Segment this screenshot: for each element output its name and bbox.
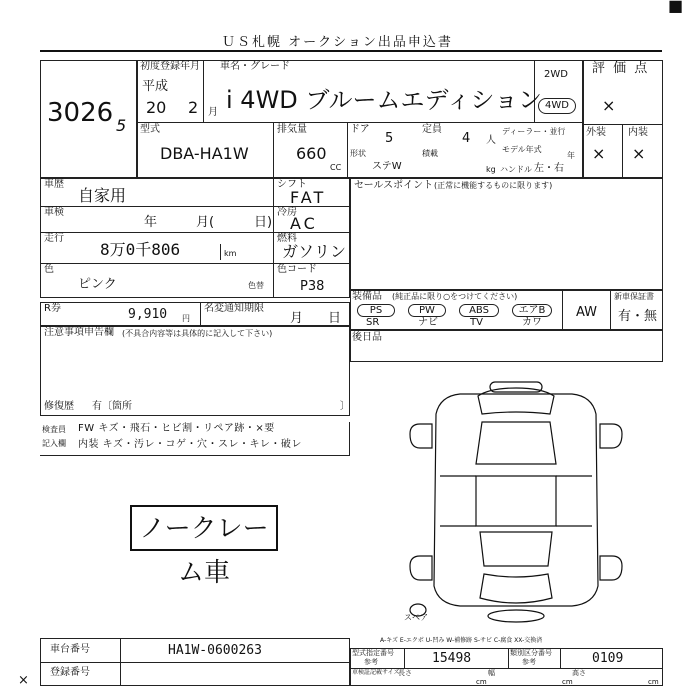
aftermarket-label: 後日品 [352,332,382,343]
mileage-value: 8万0千806 [100,240,181,259]
equip-aw: AW [576,305,598,320]
car-damage-diagram [400,376,632,624]
paint-change-label: 色替 [248,281,264,290]
mileage-unit: km [224,249,237,258]
length-unit: cm [476,678,487,686]
notes-sub: (不具合内容等は具体的に記入して下さい) [122,329,273,338]
size-length: 長さ [398,669,412,677]
equipment-label: 装備品 [352,291,382,302]
sales-point-label: セールスポイント [354,180,434,191]
grid-rule [560,648,561,668]
inspector-label-2: 記入欄 [42,439,66,448]
grid-rule [40,662,350,663]
color-label: 色 [44,264,54,275]
drive-4wd: 4WD [538,98,576,114]
history-label: 車歴 [44,179,64,190]
fuel-label: 燃料 [277,233,297,244]
size-label: 車検証記載サイズ [352,669,400,676]
sales-point-note: (正常に機能するものに限ります) [434,181,553,190]
equip-leather: カワ [522,317,542,328]
top-rule [40,50,662,52]
size-width: 幅 [488,669,495,677]
registration-era: 平成 [142,79,169,94]
shift-label: シフト [277,179,307,190]
displacement-label: 排気量 [277,124,307,135]
inspection-month: 月( [196,215,215,230]
dealer-label: ディーラー・並行 [502,127,566,136]
registration-month-unit: 月 [208,107,218,118]
shape-label: 形状 [350,149,366,158]
inspection-year: 年 [144,215,158,230]
grid-rule [200,302,201,326]
ac-value: AC [290,214,318,233]
grid-rule [508,648,509,668]
equip-airbag: エアB [512,304,552,317]
equip-tv: TV [470,317,483,328]
inspector-label-1: 検査員 [42,425,66,434]
evaluation-mark: × [602,96,616,115]
capacity-label: 定員 [422,124,442,135]
grid-rule [347,122,348,178]
plate-label: 登録番号 [50,667,90,678]
stray-mark: × [18,673,29,688]
lot-suffix: 5 [116,116,127,135]
repair-label: 修復歴 [44,401,74,412]
notice-label: 名変通知期限 [204,303,264,314]
color-code-value: P38 [300,279,325,294]
ac-label: 冷房 [277,207,297,218]
class-label: 類別区分番号 [510,649,552,657]
grid-rule [137,122,583,123]
notice-month: 月 [290,311,304,326]
model-year-unit: 年 [567,151,575,160]
interior-mark: × [632,144,646,163]
notes-label: 注意事項申告欄 [44,327,114,338]
repair-close: 〕 [340,401,350,412]
notice-day: 日 [328,311,342,326]
handle-label: ハンドル [500,165,532,174]
registration-month: 2 [188,98,199,117]
grid-rule [120,638,121,686]
grid-rule [273,122,274,178]
mileage-label: 走行 [44,233,64,244]
fuel-value: ガソリン [282,242,347,261]
size-height: 高さ [572,669,586,677]
recycle-value: 9,910 [128,307,168,322]
type-label: 型式 [140,124,160,135]
inspector-row-2: 内装 キズ・汚レ・コゲ・穴・スレ・キレ・破レ [78,439,302,450]
damage-legend: A-キズ E-エクボ U-凹み W-補修跡 S-サビ C-腐食 XX-交換済 [380,637,543,644]
registration-label: 初度登録年月 [140,61,200,72]
width-unit: cm [562,678,573,686]
capacity-unit: 人 [486,135,496,146]
shift-value: FAT [290,188,327,207]
chassis-label: 車台番号 [50,644,90,655]
corner-mark: ■ [668,0,684,15]
designation-value: 15498 [432,651,472,666]
height-unit: cm [648,678,659,686]
lot-number: 3026 [47,98,114,128]
designation-label: 型式指定番号 [352,649,394,657]
equip-abs: ABS [459,304,499,317]
equip-sr: SR [366,317,380,328]
repair-value: 有〔箇所 [92,401,132,412]
grid-rule [273,178,274,298]
load-label: 積載 [422,149,438,158]
chassis-value: HA1W-0600263 [168,643,262,658]
recycle-row [40,302,350,326]
evaluation-label: 評 価 点 [592,61,650,76]
class-sub: 参考 [522,658,536,666]
sales-point-box [350,178,663,290]
displacement-unit: CC [330,163,342,172]
model-name: i 4WD ブルームエディション [226,86,543,114]
history-value: 自家用 [78,186,127,205]
doors-value: 5 [385,131,394,146]
model-year-label: モデル年式 [502,145,542,154]
spare-label: スペア [404,613,428,622]
inspection-day: 日) [254,215,273,230]
inspector-row-1: FW キズ・飛石・ヒビ割・リペア跡・×要 [78,423,275,434]
grid-rule [404,648,405,668]
equipment-note: (純正品に限り○をつけてください) [392,292,518,301]
equip-navi: ナビ [418,317,438,328]
interior-label: 内装 [628,127,648,138]
recycle-unit: 円 [182,314,190,323]
inspection-label: 車検 [44,207,64,218]
grid-rule [622,124,623,178]
grid-rule [203,60,204,122]
drive-2wd: 2WD [544,69,568,80]
aftermarket-box [350,330,663,362]
shape-value: ステW [372,161,402,172]
equip-pw: PW [408,304,446,317]
type-value: DBA-HA1W [160,144,249,163]
warranty-value: 有・無 [618,309,658,324]
recycle-label: R券 [44,303,61,314]
registration-year: 20 [146,98,167,117]
notes-box [40,326,350,416]
color-value: ピンク [78,277,117,292]
model-label: 車名・グレード [220,61,290,72]
handle-value: 左・右 [534,163,564,174]
load-unit: kg [486,165,496,174]
document-title: ＵＳ札幌 オークション出品申込書 [222,35,453,50]
grid-rule [562,290,563,330]
no-claim-stamp: ノークレーム車 [130,505,278,551]
warranty-label: 新車保証書 [614,292,654,301]
displacement-value: 660 [296,144,327,163]
exterior-mark: × [592,144,606,163]
grid-rule [583,124,663,125]
equip-ps: PS [357,304,395,317]
color-code-label: 色コード [277,264,317,275]
exterior-label: 外装 [586,127,606,138]
class-value: 0109 [592,651,624,666]
doors-label: ドア [350,124,370,135]
grid-rule [610,290,611,330]
designation-sub: 参考 [364,658,378,666]
capacity-value: 4 [462,131,471,146]
